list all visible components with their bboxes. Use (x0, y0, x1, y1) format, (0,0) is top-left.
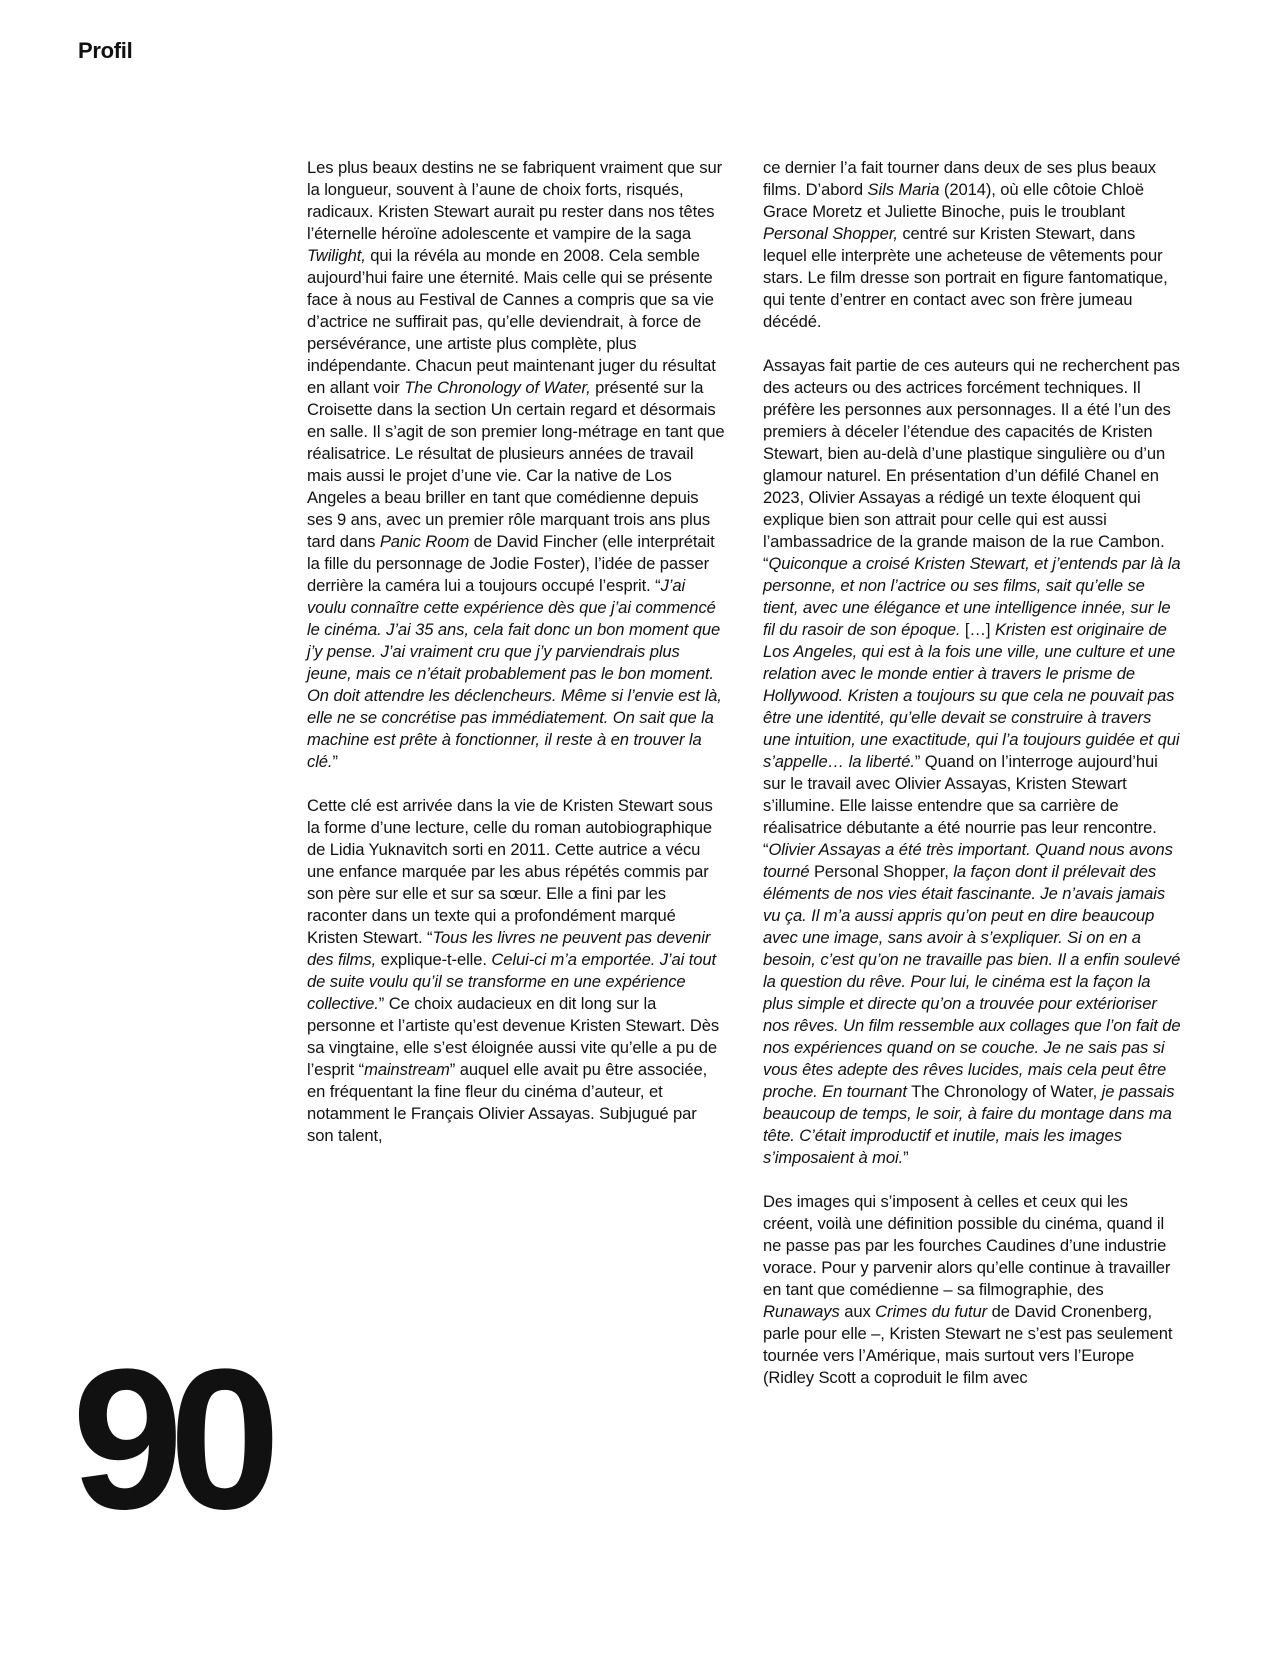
text-run: de David Cronenberg, parle pour elle –, Kristen Stewart ne s’est pas seulement tournée vers l’Amérique, mais surtout vers l’Europe (Ridley Scott a coproduit le film avec (763, 1302, 1173, 1387)
text-run: Personal Shopper, (809, 862, 954, 881)
article-paragraph (763, 355, 1181, 1169)
text-run: ce dernier l’a fait tourner dans deux de ses plus beaux films. D’abord (763, 158, 1156, 199)
text-run: ” Ce choix audacieux en dit long sur la personne et l’artiste qu’est devenue Kristen Stewart. Dès sa vingtaine, elle s’est éloignée aussi vite qu’elle a pu de l’esprit “ (307, 994, 720, 1079)
text-run: aux (839, 1302, 876, 1321)
italic-text: Olivier Assayas a été très important. Quand nous avons tourné (763, 840, 1173, 881)
italic-text: Tous les livres ne peuvent pas devenir des films, (307, 928, 711, 969)
text-run: The Chronology of Water, (906, 1082, 1102, 1101)
italic-text: Celui-ci m’a emportée. J’ai tout de suite voulu qu’il se transforme en une expérience collective. (307, 950, 717, 1013)
italic-text: Crimes du futur (875, 1302, 988, 1321)
section-label: Profil (78, 38, 133, 63)
italic-text: The Chronology of Water, (404, 378, 591, 397)
text-run: de David Fincher (elle interprétait la fille du personnage de Jodie Foster), l’idée de passer derrière la caméra lui a toujours occupé l’esprit. “ (307, 532, 715, 595)
text-run: Des images qui s’imposent à celles et ceux qui les créent, voilà une définition possible du cinéma, quand il ne passe pas par les fourches Caudines d’une industrie vorace. Pour y parvenir alors qu’elle continue à travailler en tant que comédienne – sa filmographie, des (763, 1192, 1171, 1299)
article-paragraph (307, 795, 725, 1147)
italic-text: Twilight, (307, 246, 366, 265)
text-run: […] (960, 620, 995, 639)
text-run: ” (332, 752, 338, 771)
italic-text: Personal Shopper, (763, 224, 898, 243)
text-run: Les plus beaux destins ne se fabriquent vraiment que sur la longueur, souvent à l’aune de choix forts, risqués, radicaux. Kristen Stewart aurait pu rester dans nos têtes l’éternelle héroïne adolescente et vampire de la saga (307, 158, 723, 243)
text-run: ” auquel elle avait pu être associée, en fréquentant la fine fleur du cinéma d’auteur, et notamment le Français Olivier Assayas. Subjugué par son talent, (307, 1060, 708, 1145)
italic-text: la façon dont il prélevait des éléments de nos vies était fascinante. Je n’avais jamais vu ça. Il m’a aussi appris qu’on peut en dire beaucoup avec une image, sans avoir à s’expliquer. Si on en a besoin, c’est qu’on ne travaille pas bien. Il a enfin soulevé la question du rêve. Pour lui, le cinéma est la façon la plus simple et directe qu’on a trouvée pour extérioriser nos rêves. Un film ressemble aux collages que l’on fait de nos expériences quand on se couche. Je ne sais pas si vous êtes adepte des rêves lucides, mais cela peut être proche. En tournant (763, 862, 1181, 1101)
italic-text: Sils Maria (867, 180, 940, 199)
italic-text: Runaways (763, 1302, 840, 1321)
text-run: ” Quand on l’interroge aujourd’hui sur le travail avec Olivier Assayas, Kristen Stewart s’illumine. Elle laisse entendre que sa carrière de réalisatrice débutante a été nourrie pas leur rencontre. “ (763, 752, 1158, 859)
italic-text: Quiconque a croisé Kristen Stewart, et j’entends par là la personne, et non l’actrice ou ses films, sait qu’elle se tient, avec une élégance et une intelligence innée, sur le fil du rasoir de son époque. (763, 554, 1181, 639)
text-run: Assayas fait partie de ces auteurs qui ne recherchent pas des acteurs ou des actrices forcément techniques. Il préfère les personnes aux personnages. Il a été l’un des premiers à déceler l’étendue des capacités de Kristen Stewart, bien au-delà d’une plastique singulière ou d’un glamour naturel. En présentation d’un défilé Chanel en 2023, Olivier Assayas a rédigé un texte éloquent qui explique bien son attrait pour celle qui est aussi l’ambassadrice de la grande maison de la rue Cambon. “ (763, 356, 1180, 573)
text-run: (2014), où elle côtoie Chloë Grace Moretz et Juliette Binoche, puis le troublant (763, 180, 1145, 221)
article-paragraph (763, 157, 1181, 333)
article-column-left (307, 157, 725, 1169)
italic-text: mainstream (364, 1060, 450, 1079)
text-run: explique-t-elle. (376, 950, 492, 969)
text-run: Cette clé est arrivée dans la vie de Kristen Stewart sous la forme d’une lecture, celle du roman autobiographique de Lidia Yuknavitch sorti en 2011. Cette autrice a vécu une enfance marquée par les abus répétés commis par son père sur elle et sur sa sœur. Elle a fini par les raconter dans un texte qui a profondément marqué Kristen Stewart. “ (307, 796, 713, 947)
italic-text: J’ai voulu connaître cette expérience dès que j’ai commencé le cinéma. J’ai 35 ans, cela fait donc un bon moment que j’y pense. J’ai vraiment cru que j’y parviendrais plus jeune, mais ce n’était probablement pas le bon moment. On doit attendre les déclencheurs. Même si l’envie est là, elle ne se concrétise pas immédiatement. On sait que la machine est prête à fonctionner, il reste à en trouver la clé. (307, 576, 722, 771)
article-paragraph (307, 157, 725, 773)
text-run: présenté sur la Croisette dans la section Un certain regard et désormais en salle. Il s’agit de son premier long-métrage en tant que réalisatrice. Le résultat de plusieurs années de travail mais aussi le projet d’une vie. Car la native de Los Angeles a beau briller en tant que comédienne depuis ses 9 ans, avec un premier rôle marquant trois ans plus tard dans (307, 378, 725, 551)
article-column-right (763, 157, 1181, 1411)
italic-text: Panic Room (379, 532, 470, 551)
italic-text: Kristen est originaire de Los Angeles, qui est à la fois une ville, une culture et une relation avec le monde entier à travers le prisme de Hollywood. Kristen a toujours su que cela ne pouvait pas être une identité, qu’elle devait se construire à travers une intuition, une exactitude, qui l’a toujours guidée et qui s’appelle… la liberté. (763, 620, 1180, 771)
italic-text: je passais beaucoup de temps, le soir, à faire du montage dans ma tête. C’était improductif et inutile, mais les images s’imposaient à moi. (763, 1082, 1175, 1167)
article-paragraph (763, 1191, 1181, 1389)
text-run: centré sur Kristen Stewart, dans lequel elle interprète une acheteuse de vêtements pour stars. Le film dresse son portrait en figure fantomatique, qui tente d’entrer en contact avec son frère jumeau décédé. (763, 224, 1168, 331)
text-run: ” (903, 1148, 909, 1167)
page-number: 90 (72, 1328, 267, 1551)
text-run: qui la révéla au monde en 2008. Cela semble aujourd’hui faire une éternité. Mais celle qui se présente face à nous au Festival de Cannes a compris que sa vie d’actrice ne suffirait pas, qu’elle deviendrait, à force de persévérance, une artiste plus complète, plus indépendante. Chacun peut maintenant juger du résultat en allant voir (307, 246, 716, 397)
